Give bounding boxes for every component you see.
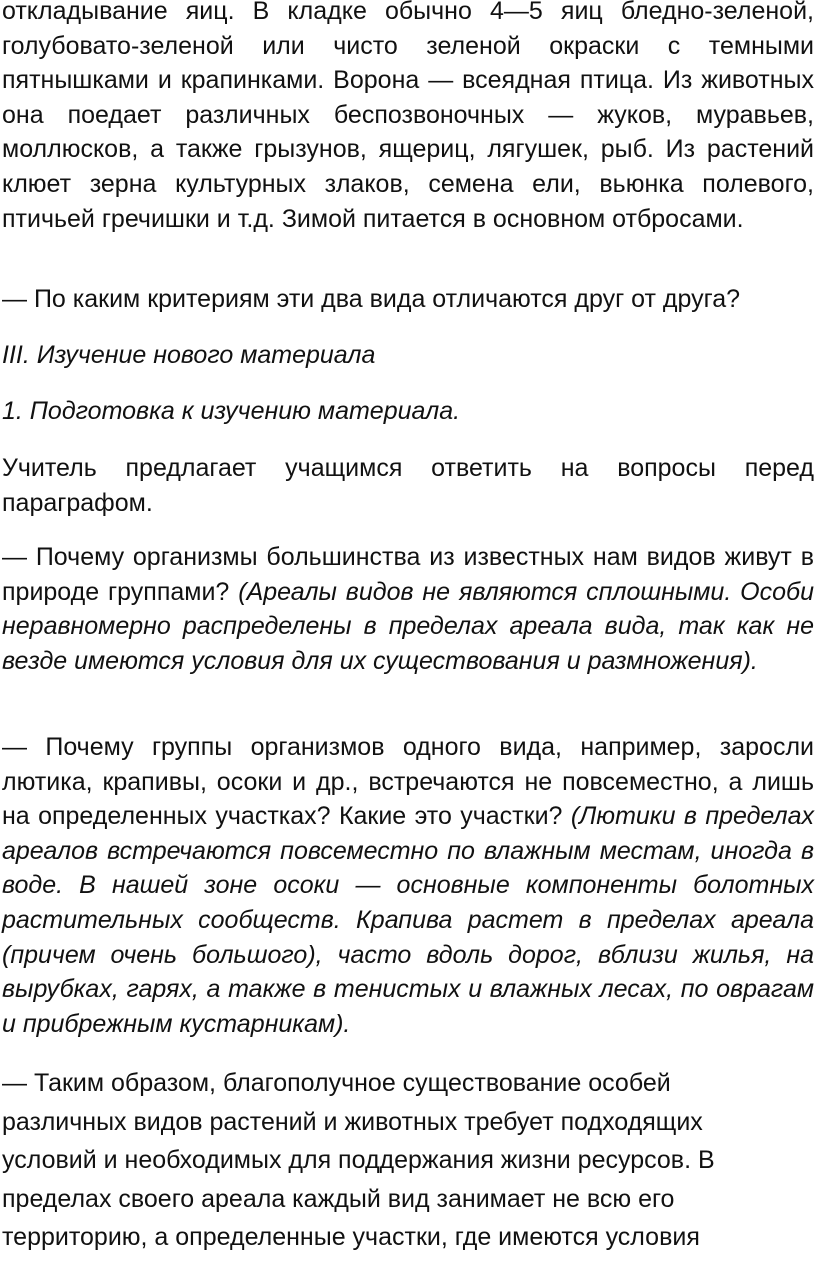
question-criteria: — По каким критериям эти два вида отличаются друг от друга? xyxy=(2,285,741,313)
question-groups-text: — Почему организмы большинства из известных нам видов живут в природе группами? xyxy=(2,543,814,606)
paragraph-conclusion: — Таким образом, благополучное существование особей различных видов растений и животных требует подходящих условий и необходимых для поддержания жизни ресурсов. В пределах своего ареала каждый вид занимает не всю его территорию, а определенные участки, где имеются условия xyxy=(2,1069,715,1251)
question-groups-answer: (Ареалы видов не являются сплошными. Особи неравномерно распределены в пределах ареала вида, так как не везде имеются условия для их существования и размножения). xyxy=(2,577,814,675)
subsection-heading: 1. Подготовка к изучению материала. xyxy=(2,397,461,425)
question-groups xyxy=(2,540,814,678)
paragraph-teacher: Учитель предлагает учащимся ответить на вопросы перед параграфом. xyxy=(2,454,814,517)
paragraph-intro: откладывание яиц. В кладке обычно 4—5 яиц бледно-зеленой, голубовато-зеленой или чисто зеленой окраски с темными пятнышками и крапинками. Ворона — всеядная птица. Из животных она поедает различных беспозвоночных — жуков, муравьев, моллюсков, а также грызунов, ящериц, лягушек, рыб. Из растений клюет зерна культурных злаков, семена ели, вьюнка полевого, птичьей гречишки и т.д. Зимой питается в основном отбросами. xyxy=(2,0,814,233)
question-locations-text: — Почему группы организмов одного вида, например, заросли лютика, крапивы, осоки и др., встречаются не повсеместно, а лишь на определенных участках? Какие это участки? xyxy=(2,733,814,831)
question-locations-answer: (Лютики в пределах ареалов встречаются повсеместно по влажным местам, иногда в воде. В нашей зоне осоки — основные компоненты болотных растительных сообществ. Крапива растет в пределах ареала (причем очень большого), часто вдоль дорог, вблизи жилья, на вырубках, гарях, а также в тенистых и влажных лесах, по оврагам и прибрежным кустарникам). xyxy=(2,802,814,1038)
question-locations xyxy=(2,730,814,1041)
section-heading: III. Изучение нового материала xyxy=(2,341,376,369)
